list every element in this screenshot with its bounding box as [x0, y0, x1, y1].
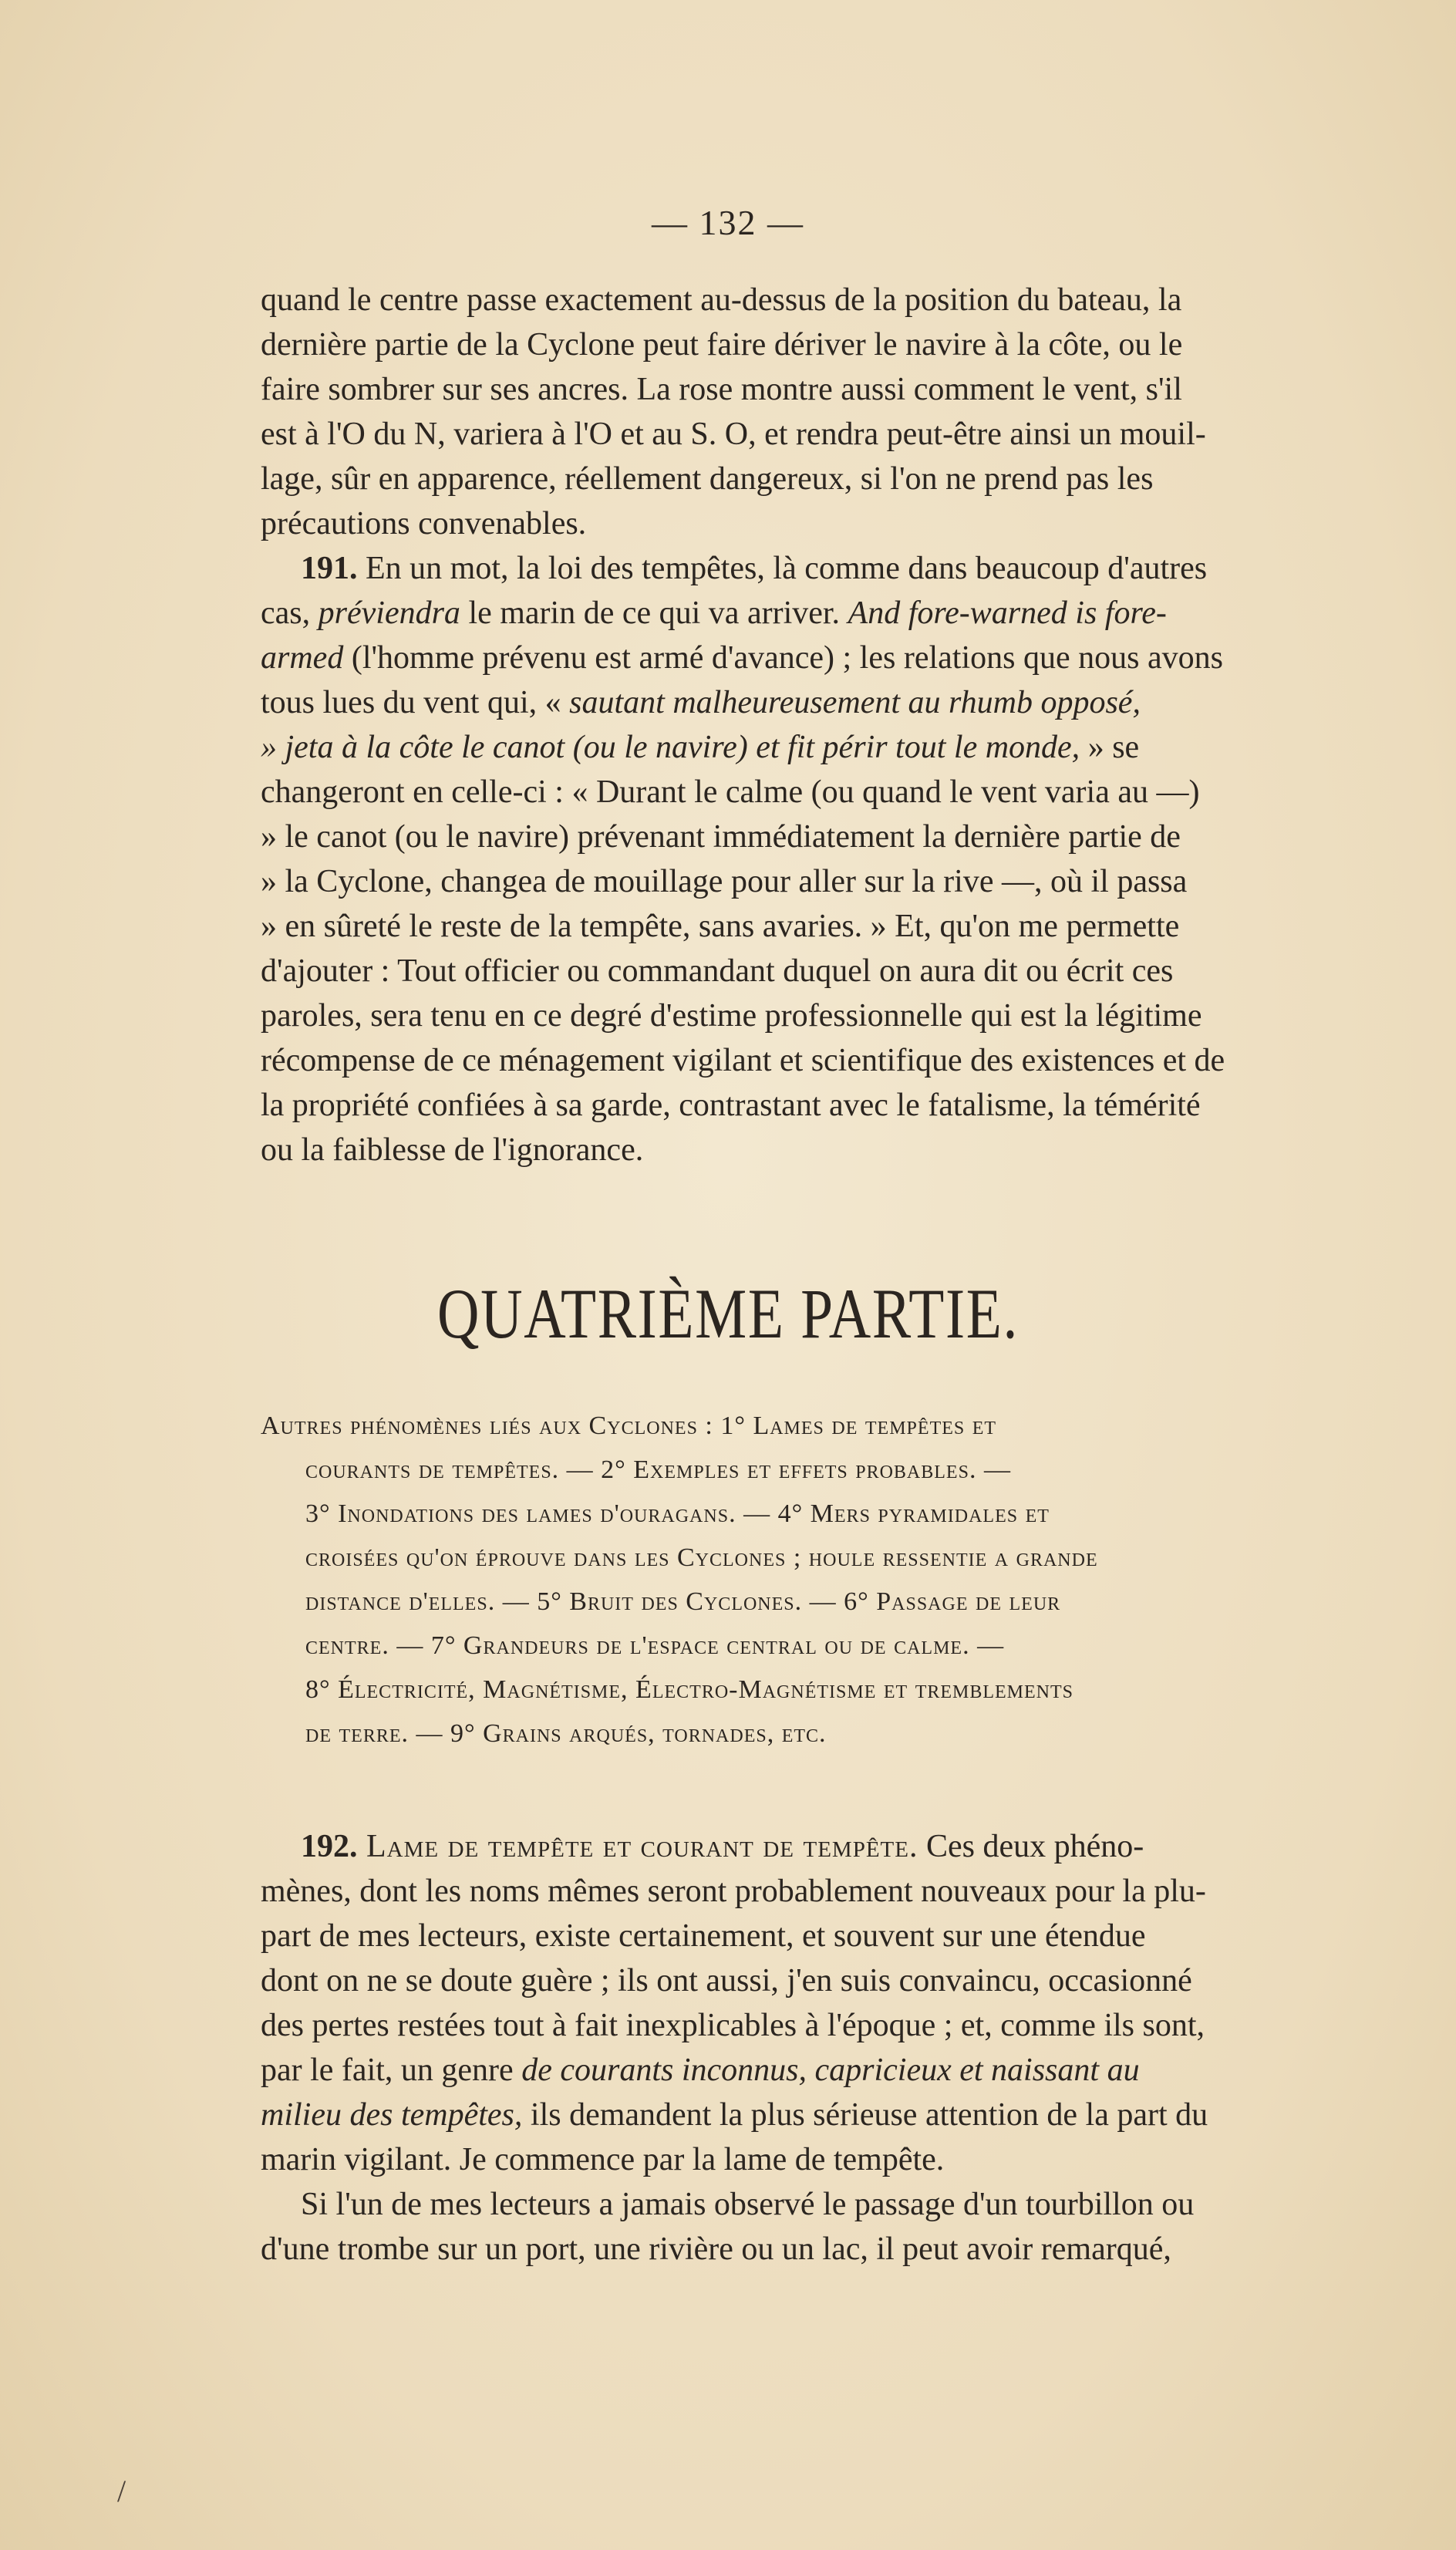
- text-line: récompense de ce ménagement vigilant et scientifique des existences et de: [261, 1043, 1225, 1078]
- summary-line: de terre. — 9° Grains arqués, tornades, etc.: [305, 1719, 827, 1748]
- text-line: Si l'un de mes lecteurs a jamais observé le passage d'un tourbillon ou: [301, 2187, 1195, 2222]
- text-line: faire sombrer sur ses ancres. La rose montre aussi comment le vent, s'il: [261, 372, 1182, 407]
- italic-run: milieu des tempêtes,: [261, 2097, 523, 2133]
- paragraph-191-line: [261, 591, 1394, 636]
- text-line: des pertes restées tout à fait inexplicables à l'époque ; et, comme ils sont,: [261, 2008, 1205, 2043]
- italic-run: » jeta à la côte le canot (ou le navire) et fit périr tout le monde,: [261, 730, 1080, 765]
- paragraph-191-line: [261, 725, 1394, 770]
- text-line: changeront en celle-ci : « Durant le calme (ou quand le vent varia au —): [261, 774, 1200, 810]
- paragraph-191-line: [261, 546, 1394, 591]
- text-line: paroles, sera tenu en ce degré d'estime professionnelle qui est la légitime: [261, 998, 1202, 1034]
- text-line: marin vigilant. Je commence par la lame de tempête.: [261, 2142, 945, 2177]
- paragraph-191-line: [261, 680, 1394, 725]
- summary-line: croisées qu'on éprouve dans les Cyclones ; houle ressentie a grande: [305, 1543, 1098, 1572]
- text-line: la propriété confiées à sa garde, contrastant avec le fatalisme, la témérité: [261, 1088, 1201, 1123]
- text-line: mènes, dont les noms mêmes seront probablement nouveaux pour la plu-: [261, 1874, 1206, 1909]
- summary-line: 3° Inondations des lames d'ouragans. — 4° Mers pyramidales et: [305, 1499, 1050, 1528]
- italic-run: de courants inconnus, capricieux et naissant au: [521, 2052, 1140, 2088]
- text-line: d'ajouter : Tout officier ou commandant duquel on aura dit ou écrit ces: [261, 953, 1174, 989]
- text-run: par le fait, un genre: [261, 2052, 522, 2088]
- italic-run: sautant malheureusement au rhumb opposé,: [569, 685, 1141, 720]
- text-line: ou la faiblesse de l'ignorance.: [261, 1132, 644, 1168]
- text-run: cas,: [261, 595, 318, 631]
- paragraph-191-line: [261, 636, 1394, 680]
- paragraph-192-line: [261, 2048, 1394, 2093]
- italic-run: And fore-warned is fore-: [848, 595, 1167, 631]
- section-heading: Lame de tempête et courant de tempête.: [357, 1829, 918, 1864]
- text-line: » la Cyclone, changea de mouillage pour aller sur la rive —, où il passa: [261, 864, 1188, 899]
- paragraph-number: 191.: [301, 551, 358, 586]
- summary-line: Autres phénomènes liés aux Cyclones : 1° Lames de tempêtes et: [261, 1412, 997, 1440]
- page-number: — 132 —: [652, 203, 804, 242]
- text-line: part de mes lecteurs, existe certainement, et souvent sur une étendue: [261, 1918, 1146, 1954]
- text-line: quand le centre passe exactement au-dessus de la position du bateau, la: [261, 282, 1182, 318]
- text-line: est à l'O du N, variera à l'O et au S. O, et rendra peut-être ainsi un mouil-: [261, 417, 1206, 452]
- paragraph-190-continuation: [261, 278, 1394, 1172]
- part-title: QUATRIÈME PARTIE.: [436, 1274, 1020, 1353]
- text-line: » le canot (ou le navire) prévenant immédiatement la dernière partie de: [261, 819, 1181, 855]
- text-line: » en sûreté le reste de la tempête, sans avaries. » Et, qu'on me permette: [261, 909, 1180, 944]
- text-run: En un mot, la loi des tempêtes, là comme dans beaucoup d'autres: [357, 551, 1208, 586]
- summary-line: courants de tempêtes. — 2° Exemples et effets probables. —: [305, 1455, 1011, 1484]
- margin-mark: /: [117, 2474, 126, 2508]
- text-run: ils demandent la plus sérieuse attention de la part du: [522, 2097, 1208, 2133]
- paragraph-192: [261, 1824, 1394, 2272]
- text-run: (l'homme prévenu est armé d'avance) ; les relations que nous avons: [343, 640, 1223, 676]
- italic-run: armed: [261, 640, 344, 676]
- paragraph-192-line: [261, 2093, 1394, 2137]
- text-line: lage, sûr en apparence, réellement dangereux, si l'on ne prend pas les: [261, 461, 1154, 497]
- paragraph-192-line: [261, 1824, 1394, 1869]
- italic-run: préviendra: [318, 595, 460, 631]
- text-run: le marin de ce qui va arriver.: [460, 595, 848, 631]
- summary-line: distance d'elles. — 5° Bruit des Cyclones. — 6° Passage de leur: [305, 1587, 1061, 1616]
- text-line: d'une trombe sur un port, une rivière ou un lac, il peut avoir remarqué,: [261, 2231, 1171, 2267]
- text-line: dont on ne se doute guère ; ils ont aussi, j'en suis convaincu, occasionné: [261, 1963, 1192, 1999]
- text-run: » se: [1080, 730, 1140, 765]
- text-line: précautions convenables.: [261, 506, 587, 541]
- text-run: Ces deux phéno-: [918, 1829, 1144, 1864]
- summary-line: 8° Électricité, Magnétisme, Électro-Magnétisme et tremblements: [305, 1675, 1074, 1704]
- paragraph-number: 192.: [301, 1829, 358, 1864]
- summary-line: centre. — 7° Grandeurs de l'espace central ou de calme. —: [305, 1631, 1005, 1660]
- text-line: dernière partie de la Cyclone peut faire dériver le navire à la côte, ou le: [261, 327, 1183, 363]
- part-summary: [261, 1404, 1394, 1756]
- text-run: tous lues du vent qui, «: [261, 685, 570, 720]
